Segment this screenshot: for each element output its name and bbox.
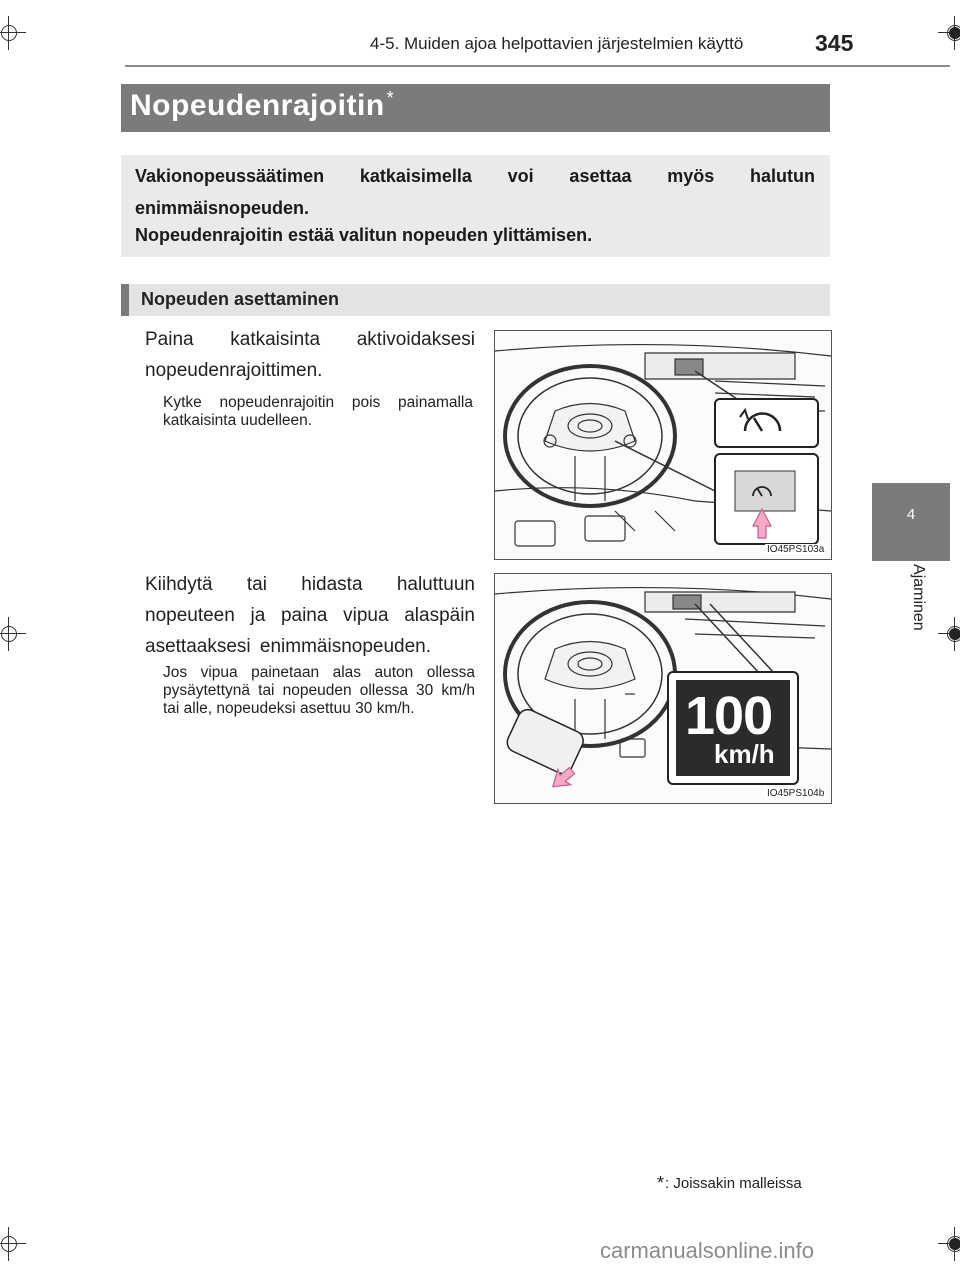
watermark: carmanualsonline.info <box>600 1238 815 1263</box>
footnote-asterisk: * <box>657 1173 665 1193</box>
registration-mark-top-right <box>938 16 960 50</box>
intro-line-1: Vakionopeussäätimen katkaisimella voi asettaa myös halutun enimmäisnopeuden. <box>135 166 815 218</box>
registration-mark-bottom-left <box>0 1227 26 1261</box>
running-header: 4-5. Muiden ajoa helpottavien järjestelmien käyttö <box>370 34 744 53</box>
section-heading: Nopeuden asettaminen <box>141 289 340 309</box>
step-2-note: Jos vipua painetaan alas auton ollessa pysäytettynä tai nopeuden ollessa 30 km/h tai alle, nopeudeksi asettuu 30 km/h. <box>163 664 475 717</box>
registration-mark-mid-left <box>0 617 26 651</box>
dashboard-illustration-1 <box>495 331 831 559</box>
display-speed: 100 <box>685 686 773 746</box>
figure-speed-setting-lever <box>494 573 832 804</box>
page-title <box>130 88 394 123</box>
chapter-label-text: Ajaminen <box>910 564 927 631</box>
title-asterisk: * <box>386 88 395 108</box>
figure-speed-limiter-switch <box>494 330 832 560</box>
figure-2-code: IO45PS104b <box>767 788 825 799</box>
step-2-text: Kiihdytä tai hidasta haluttuun nopeuteen ja paina vipua alaspäin asettaaksesi enimmäisnopeuden. <box>145 574 475 657</box>
display-unit: km/h <box>714 739 775 769</box>
chapter-number: 4 <box>906 506 916 523</box>
registration-mark-bottom-right <box>938 1227 960 1261</box>
intro-line-2: Nopeudenrajoitin estää valitun nopeuden ylittämisen. <box>135 225 593 245</box>
header-rule <box>125 65 950 67</box>
registration-mark-top-left <box>0 16 26 50</box>
page-number: 345 <box>815 30 854 56</box>
dashboard-illustration-2 <box>495 574 831 803</box>
footnote <box>657 1173 802 1194</box>
page-title-text: Nopeudenrajoitin <box>130 89 385 122</box>
figure-1-code: IO45PS103a <box>767 544 825 555</box>
footnote-text: : Joissakin malleissa <box>665 1175 802 1192</box>
section-header-accent <box>121 284 129 316</box>
chapter-label <box>905 560 929 660</box>
step-1-text: Paina katkaisinta aktivoidaksesi nopeudenrajoittimen. <box>145 329 475 381</box>
intro-box <box>121 155 830 257</box>
zoom-switch-box <box>715 399 818 544</box>
registration-mark-mid-right <box>938 617 960 651</box>
step-1-note: Kytke nopeudenrajoitin pois painamalla katkaisinta uudelleen. <box>163 394 473 429</box>
